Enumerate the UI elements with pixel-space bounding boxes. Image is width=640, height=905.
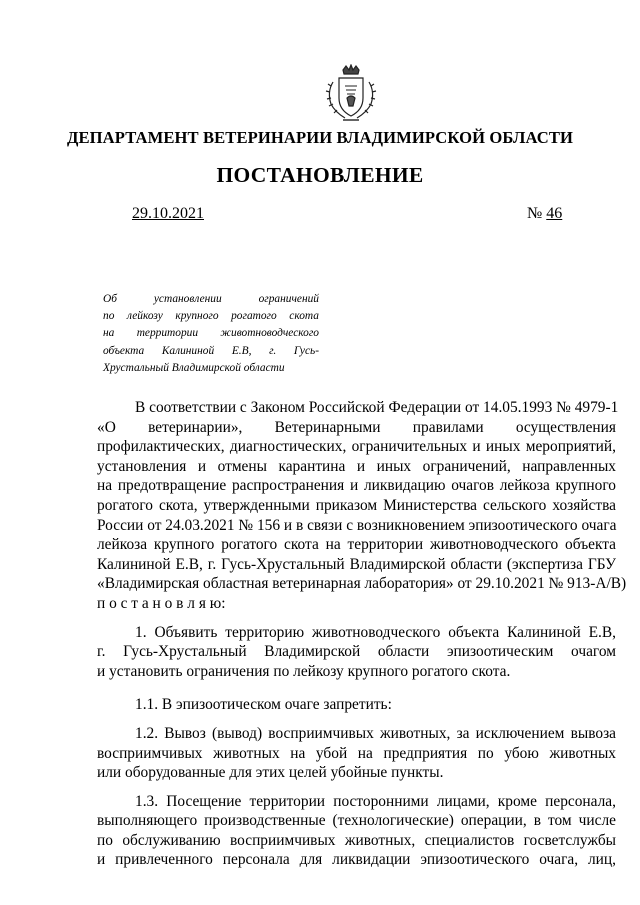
preamble-paragraph: [97, 398, 627, 614]
text-line: выполняющего производственные (технологические) операции, в том числе: [97, 812, 616, 830]
item-1-paragraph: [97, 623, 616, 682]
text-line: и привлеченного персонала для ликвидации эпизоотического очага, лиц,: [97, 851, 616, 869]
text-line: лейкоза крупного рогатого скота на территории животноводческого объекта: [97, 536, 616, 554]
paragraph-gap: [97, 783, 616, 792]
text-line: В соответствии с Законом Российской Федерации от 14.05.1993 № 4979-1: [135, 399, 619, 416]
text-line: 1.1. В эпизоотическом очаге запретить:: [135, 696, 392, 714]
item-1-3-paragraph: [97, 792, 616, 870]
text-line: п о с т а н о в л я ю:: [97, 594, 226, 612]
paragraph-gap: [97, 681, 616, 695]
text-line: профилактических, диагностических, ограничительных и иных мероприятий,: [97, 438, 616, 456]
paragraph-gap: [97, 614, 616, 623]
text-line: рогатого скота, утвержденными приказом Министерства сельского хозяйства: [97, 496, 616, 514]
text-line: «Владимирская областная ветеринарная лаборатория» от 29.10.2021 № 913-А/В): [97, 575, 627, 593]
subject-line: Об установлении ограничений: [103, 293, 319, 305]
text-line: или оборудованные для этих целей убойные пункты.: [97, 764, 444, 782]
text-line: и установить ограничения по лейкозу крупного рогатого скота.: [97, 662, 511, 680]
paragraph-gap: [97, 715, 616, 724]
subject-line: объекта Калининой Е.В, г. Гусь-: [103, 344, 319, 357]
subject-line: на территории животноводческого: [103, 327, 319, 340]
number-sign: №: [527, 205, 543, 222]
document-subject: [103, 291, 319, 377]
department-name: ДЕПАРТАМЕНТ ВЕТЕРИНАРИИ ВЛАДИМИРСКОЙ ОБЛАСТИ: [66, 128, 574, 147]
text-line: России от 24.03.2021 № 156 и в связи с возникновением эпизоотического очага: [97, 516, 617, 534]
text-line: г. Гусь-Хрустальный Владимирской области эпизоотическим очагом: [97, 643, 616, 661]
subject-line: Хрустальный Владимирской области: [103, 361, 285, 374]
text-line: на предотвращение распространения и ликвидацию очагов лейкоза крупного: [97, 477, 616, 495]
coat-of-arms-emblem: [325, 64, 377, 124]
document-body: [97, 398, 627, 870]
number-value: 46: [546, 205, 563, 222]
subject-line: по лейкозу крупного рогатого скота: [103, 310, 319, 323]
text-line: «О ветеринарии», Ветеринарными правилами осуществления: [97, 418, 616, 436]
text-line: 1.2. Вывоз (вывод) восприимчивых животных, за исключением вывоза: [135, 724, 616, 742]
document-date: 29.10.2021: [132, 205, 204, 222]
item-1-2-paragraph: [97, 724, 616, 783]
text-line: установления и отмены карантина и иных ограничений, направленных: [97, 457, 616, 475]
text-line: 1.3. Посещение территории посторонними лицами, кроме персонала,: [135, 792, 616, 810]
item-1-1-paragraph: [97, 695, 616, 715]
text-line: 1. Объявить территорию животноводческого объекта Калининой Е.В,: [135, 623, 616, 641]
document-type-title: ПОСТАНОВЛЕНИЕ: [216, 163, 424, 187]
text-line: Калининой Е.В, г. Гусь-Хрустальный Владимирской области (экспертиза ГБУ: [97, 555, 616, 573]
text-line: по обслуживанию восприимчивых животных, специалистов госветслужбы: [97, 831, 616, 849]
text-line: восприимчивых животных на убой на предприятия по убою животных: [97, 744, 616, 762]
document-number: [527, 205, 562, 223]
